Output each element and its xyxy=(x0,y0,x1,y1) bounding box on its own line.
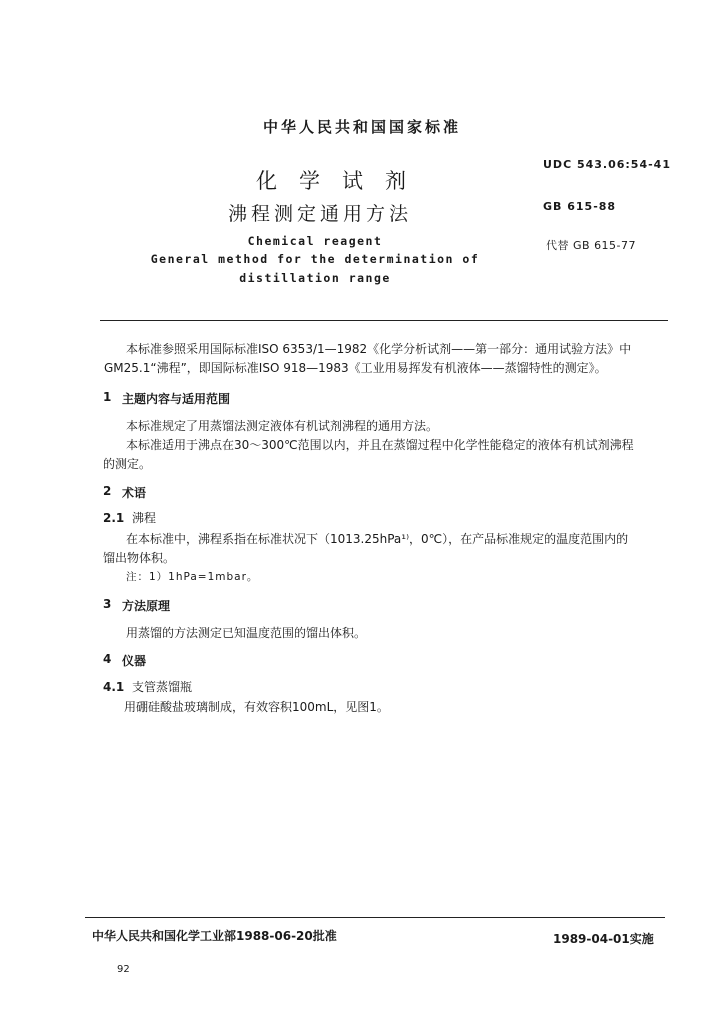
section-2-1-note: 注：1）1hPa=1mbar。 xyxy=(126,571,259,583)
header-rule xyxy=(100,320,668,321)
section-1-title: 主题内容与适用范围 xyxy=(122,392,231,406)
title-en-line3: distillation range xyxy=(239,271,391,285)
page-number: 92 xyxy=(117,964,130,975)
section-2-1-para-line1: 在本标准中，沸程系指在标准状况下（1013.25hPa¹⁾，0℃），在产品标准规定的温度范围内的 xyxy=(126,532,629,546)
section-3-title: 方法原理 xyxy=(122,599,171,613)
section-2-title: 术语 xyxy=(122,486,147,500)
footer-rule xyxy=(85,917,665,918)
title-cn-line1: 化学试剂 xyxy=(256,169,428,193)
section-2-1-para-line2: 馏出物体积。 xyxy=(103,551,176,565)
intro-line1: 本标准参照采用国际标准ISO 6353/1—1982《化学分析试剂——第一部分：通用试验方法》中 xyxy=(126,342,632,356)
national-standard-heading: 中华人民共和国国家标准 xyxy=(262,118,461,136)
section-1-number: 1 xyxy=(103,390,112,404)
title-en-line2: General method for the determination of xyxy=(150,252,480,266)
section-2-number: 2 xyxy=(103,484,112,498)
section-2-1-title: 沸程 xyxy=(132,511,157,525)
title-en-line1: Chemical reagent xyxy=(247,234,383,248)
section-1-para2-line1: 本标准适用于沸点在30～300℃范围以内，并且在蒸馏过程中化学性能稳定的液体有机试剂沸程 xyxy=(126,438,634,452)
effective-date: 1989-04-01实施 xyxy=(553,932,654,946)
section-4-1-para: 用硼硅酸盐玻璃制成，有效容积100mL，见图1。 xyxy=(124,700,389,714)
section-3-number: 3 xyxy=(103,597,112,611)
intro-line2: GM25.1“沸程”，即国际标准ISO 918—1983《工业用易挥发有机液体——蒸馏特性的测定》。 xyxy=(104,361,607,375)
section-4-title: 仪器 xyxy=(122,654,147,668)
section-4-number: 4 xyxy=(103,652,112,666)
gb-number: GB 615-88 xyxy=(543,200,617,213)
title-cn-line2: 沸程测定通用方法 xyxy=(227,203,412,225)
section-3-para: 用蒸馏的方法测定已知温度范围的馏出体积。 xyxy=(126,626,367,640)
section-4-1-number: 4.1 xyxy=(103,680,125,694)
section-1-para2-line2: 的测定。 xyxy=(103,457,152,471)
section-2-1-number: 2.1 xyxy=(103,511,125,525)
section-4-1-title: 支管蒸馏瓶 xyxy=(132,680,193,694)
section-1-para1: 本标准规定了用蒸馏法测定液体有机试剂沸程的通用方法。 xyxy=(126,419,439,433)
udc-code: UDC 543.06:54-41 xyxy=(543,158,671,171)
approval-date: 中华人民共和国化学工业部1988-06-20批准 xyxy=(92,929,337,943)
replaces-note: 代替 GB 615-77 xyxy=(546,239,637,252)
